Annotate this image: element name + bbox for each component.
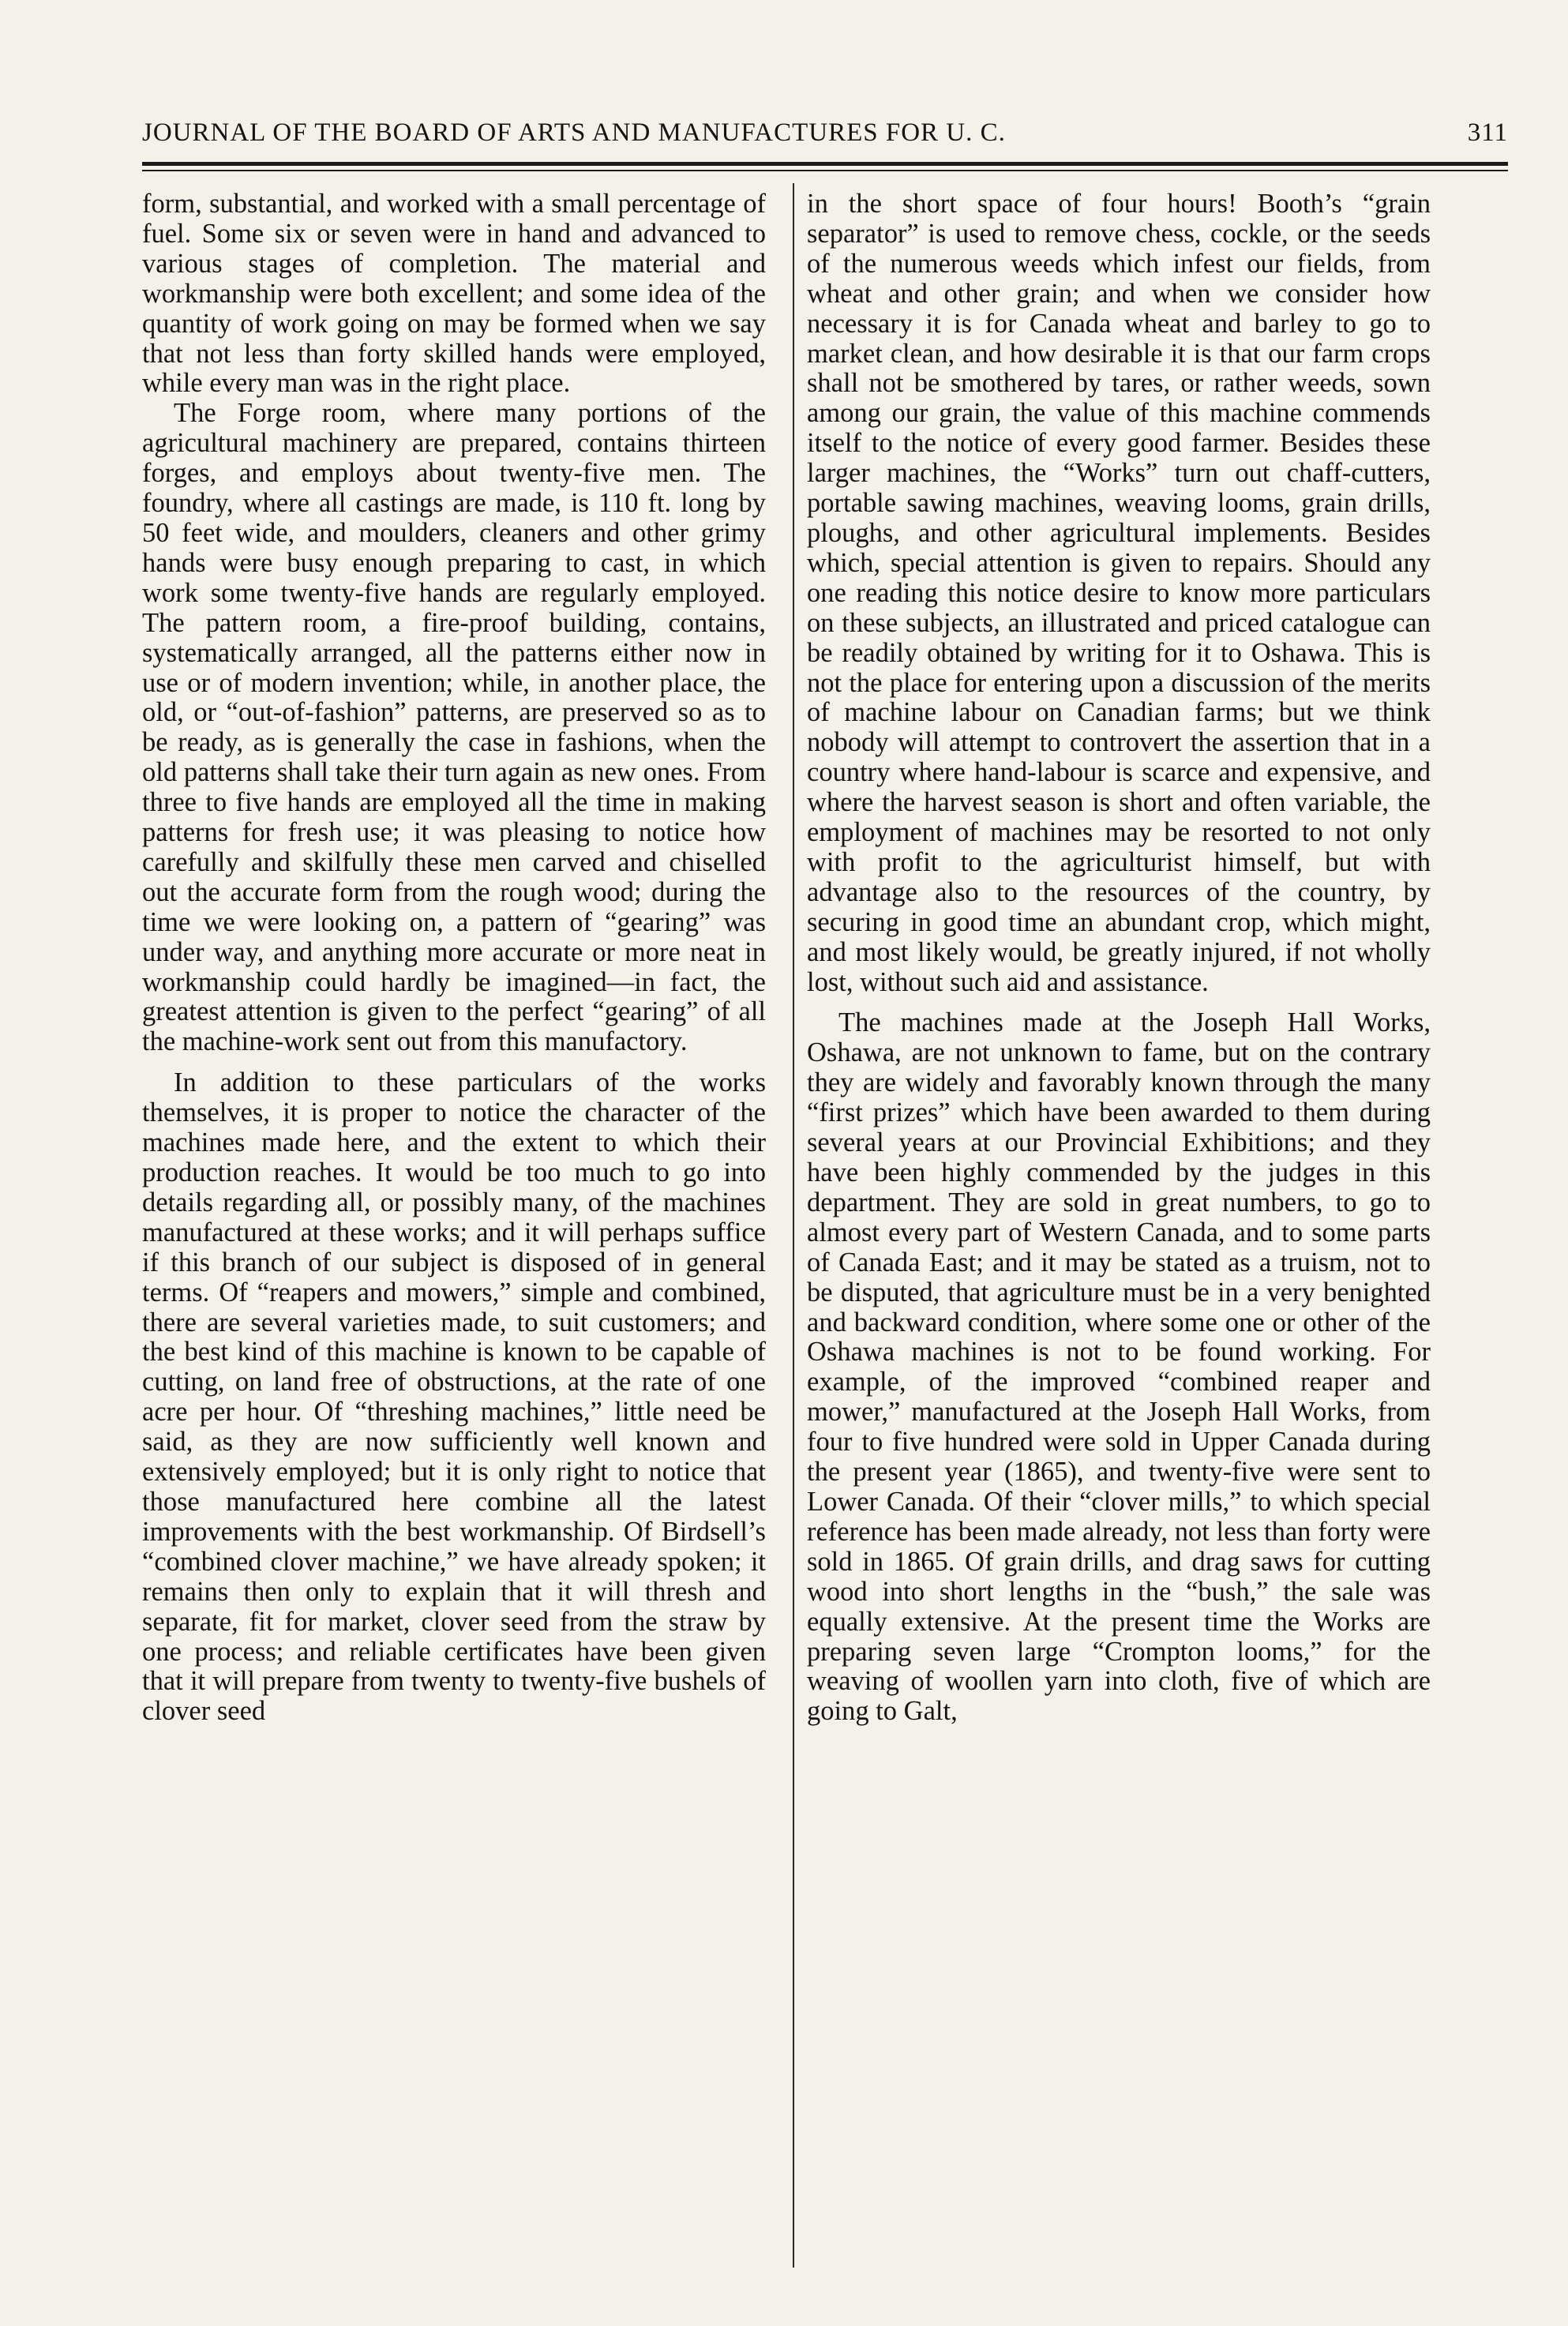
left-paragraph-3: In addition to these particulars of the works themselves, it is proper to notice the character of the machines made here, and the extent to which their production reaches. It would be too much to go into details regarding all, or possibly many, of the machines manufactured at these works; and it will perhaps suffice if this branch of our subject is disposed of in general terms. Of “reapers and mowers,” simple and combined, there are several varieties made, to suit customers; and the best kind of this machine is known to be capable of cutting, on land free of obstructions, at the rate of one acre per hour. Of “threshing machines,” little need be said, as they are now sufficiently well known and extensively employed; but it is only right to notice that those manufactured here combine all the latest improvements with the best workmanship. Of Birdsell’s “combined clover machine,” we have already spoken; it remains then only to explain that it will thresh and separate, fit for market, clover seed from the straw by one process; and reliable certificates have been given that it will prepare from twenty to twenty-five bushels of clover seed [142, 1067, 766, 1727]
running-header [142, 118, 1508, 148]
left-paragraph-1: form, substantial, and worked with a small percentage of fuel. Some six or seven were in hand and advanced to various stages of completion. The material and workmanship were both excellent; and some idea of the quantity of work going on may be formed when we say that not less than forty skilled hands were employed, while every man was in the right place. [142, 189, 766, 399]
left-column [142, 189, 766, 1727]
right-paragraph-1: in the short space of four hours! Booth’s “grain separator” is used to remove chess, cockle, or the seeds of the numerous weeds which infest our fields, from wheat and other grain; and when we consider how necessary it is for Canada wheat and barley to go to market clean, and how desirable it is that our farm crops shall not be smothered by tares, or rather weeds, sown among our grain, the value of this machine commends itself to the notice of every good farmer. Besides these larger machines, the “Works” turn out chaff-cutters, portable sawing machines, weaving looms, grain drills, ploughs, and other agricultural implements. Besides which, special attention is given to repairs. Should any one reading this notice desire to know more particulars on these subjects, an illustrated and priced catalogue can be readily obtained by writing for it to Oshawa. This is not the place for entering upon a discussion of the merits of machine labour on Canadian farms; but we think nobody will attempt to controvert the assertion that in a country where hand-labour is scarce and expensive, and where the harvest season is short and often variable, the employment of machines may be resorted to not only with profit to the agriculturist himself, but with advantage also to the resources of the country, by securing in good time an abundant crop, which might, and most likely would, be greatly injured, if not wholly lost, without such aid and assistance. [807, 189, 1431, 997]
column-divider [793, 183, 794, 2268]
header-rule-thin [142, 170, 1508, 171]
header-rule-thick [142, 162, 1508, 166]
page-number: 311 [1467, 118, 1508, 147]
journal-title: JOURNAL OF THE BOARD OF ARTS AND MANUFACTURES FOR U. C. [142, 118, 1006, 147]
right-column [807, 189, 1431, 1727]
left-paragraph-2: The Forge room, where many portions of the agricultural machinery are prepared, contains thirteen forges, and employs about twenty-five men. The foundry, where all castings are made, is 110 ft. long by 50 feet wide, and moulders, cleaners and other grimy hands were busy enough preparing to cast, in which work some twenty-five hands are regularly employed. The pattern room, a fire-proof building, contains, systematically arranged, all the patterns either now in use or of modern invention; while, in another place, the old, or “out-of-fashion” patterns, are preserved so as to be ready, as is generally the case in fashions, when the old patterns shall take their turn again as new ones. From three to five hands are employed all the time in making patterns for fresh use; it was pleasing to notice how carefully and skilfully these men carved and chiselled out the accurate form from the rough wood; during the time we were looking on, a pattern of “gearing” was under way, and anything more accurate or more neat in workmanship could hardly be imagined—in fact, the greatest attention is given to the perfect “gearing” of all the machine-work sent out from this manufactory. [142, 398, 766, 1057]
right-paragraph-2: The machines made at the Joseph Hall Works, Oshawa, are not unknown to fame, but on the contrary they are widely and favorably known through the many “first prizes” which have been awarded to them during several years at our Provincial Exhibitions; and they have been highly commended by the judges in this department. They are sold in great numbers, to go to almost every part of Western Canada, and to some parts of Canada East; and it may be stated as a truism, not to be disputed, that agriculture must be in a very benighted and backward condition, where some one or other of the Oshawa machines is not to be found working. For example, of the improved “combined reaper and mower,” manufactured at the Joseph Hall Works, from four to five hundred were sold in Upper Canada during the present year (1865), and twenty-five were sent to Lower Canada. Of their “clover mills,” to which special reference has been made already, not less than forty were sold in 1865. Of grain drills, and drag saws for cutting wood into short lengths in the “bush,” the sale was equally extensive. At the present time the Works are preparing seven large “Crompton looms,” for the weaving of woollen yarn into cloth, five of which are going to Galt, [807, 1007, 1431, 1727]
